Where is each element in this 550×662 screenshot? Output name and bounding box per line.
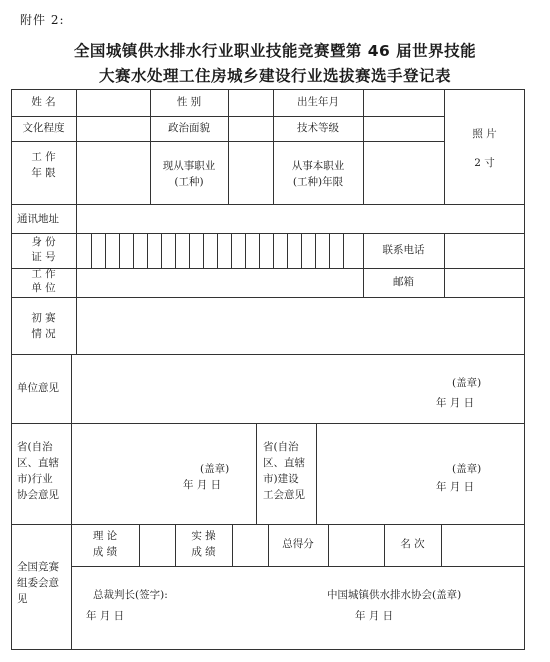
rank-field[interactable] xyxy=(442,525,524,566)
form-title-line-2: 大赛水处理工住房城乡建设行业选拔赛选手登记表 xyxy=(98,67,451,85)
label-education: 文化程度 xyxy=(22,122,65,134)
label-name: 姓 名 xyxy=(31,96,56,108)
label-id-1: 身 份 xyxy=(31,236,56,248)
chief-judge-signature: 总裁判长(签字): xyxy=(93,589,168,601)
label-national-2: 组委会意 xyxy=(17,577,59,589)
label-postcode: 邮箱 xyxy=(393,276,414,288)
id-digit-divider xyxy=(245,233,246,268)
line-first-round-bottom xyxy=(11,354,525,355)
label-first-round-2: 情 况 xyxy=(31,328,56,340)
attachment-label: 附件 2: xyxy=(20,13,65,27)
first-round-field[interactable] xyxy=(77,298,524,354)
provincial-construction-date: 年 月 日 xyxy=(436,481,475,493)
practice-score-field[interactable] xyxy=(233,525,268,566)
unit-opinion-seal: (盖章) xyxy=(452,377,482,389)
education-field[interactable] xyxy=(77,117,149,141)
label-phone: 联系电话 xyxy=(382,244,425,256)
label-birth: 出生年月 xyxy=(297,96,339,108)
line-scores-bottom xyxy=(71,566,525,567)
id-digit-divider xyxy=(105,233,106,268)
address-field[interactable] xyxy=(77,205,524,233)
label-job-years-2: (工种)年限 xyxy=(292,176,344,188)
label-current-job-1: 现从事职业 xyxy=(162,160,216,172)
total-score-field[interactable] xyxy=(329,525,384,566)
line-provincial-split xyxy=(256,423,257,524)
id-digit-divider xyxy=(161,233,162,268)
work-unit-field[interactable] xyxy=(77,269,362,297)
line-unit-opinion-bottom xyxy=(11,423,525,424)
label-rank: 名 次 xyxy=(400,538,425,550)
label-unit-opinion: 单位意见 xyxy=(17,382,59,394)
phone-field[interactable] xyxy=(445,234,524,268)
line-col-photo xyxy=(444,89,445,204)
id-digit-divider xyxy=(343,233,344,268)
label-national-1: 全国竞赛 xyxy=(17,561,59,573)
chief-judge-date: 年 月 日 xyxy=(86,610,125,622)
line-provincial-label2 xyxy=(316,423,317,524)
label-provincial-industry-2: 区、直辖 xyxy=(17,457,59,469)
line-opinion-label-col xyxy=(71,354,72,650)
label-job-years-1: 从事本职业 xyxy=(291,160,345,172)
label-theory-1: 理 论 xyxy=(92,530,118,542)
id-digit-divider xyxy=(287,233,288,268)
id-digit-divider xyxy=(301,233,302,268)
name-field[interactable] xyxy=(77,90,149,116)
photo-label: 照 片 xyxy=(472,128,497,140)
form-title-line-1: 全国城镇供水排水行业职业技能竞赛暨第 46 届世界技能 xyxy=(73,42,477,60)
label-provincial-construction-2: 区、直辖 xyxy=(263,457,305,469)
id-digit-divider xyxy=(119,233,120,268)
photo-size: 2 寸 xyxy=(474,157,495,169)
id-digit-divider xyxy=(217,233,218,268)
label-provincial-industry-1: 省(自治 xyxy=(17,441,53,453)
label-id-2: 证 号 xyxy=(31,251,56,263)
label-provincial-industry-4: 协会意见 xyxy=(17,489,59,501)
label-work-unit-2: 单 位 xyxy=(31,282,56,294)
id-digit-divider xyxy=(147,233,148,268)
id-digit-divider xyxy=(189,233,190,268)
label-tech-level: 技术等级 xyxy=(297,122,339,134)
id-digit-divider xyxy=(329,233,330,268)
label-provincial-construction-1: 省(自治 xyxy=(263,441,299,453)
label-address: 通讯地址 xyxy=(17,213,59,225)
association-seal: 中国城镇供水排水协会(盖章) xyxy=(327,589,462,601)
label-total: 总得分 xyxy=(282,538,314,550)
label-work-years-2: 年 限 xyxy=(31,167,56,179)
id-digit-divider xyxy=(259,233,260,268)
provincial-industry-seal: (盖章) xyxy=(200,463,230,475)
id-digit-divider xyxy=(91,233,92,268)
gender-field[interactable] xyxy=(229,90,272,116)
postcode-field[interactable] xyxy=(445,269,524,297)
id-digit-divider xyxy=(133,233,134,268)
label-provincial-industry-3: 市)行业 xyxy=(17,473,53,485)
label-political: 政治面貌 xyxy=(168,122,210,134)
label-current-job-2: (工种) xyxy=(174,176,204,188)
id-digit-divider xyxy=(273,233,274,268)
id-digit-divider xyxy=(231,233,232,268)
label-provincial-construction-3: 市)建设 xyxy=(263,473,299,485)
label-work-years-1: 工 作 xyxy=(31,151,56,163)
label-first-round-1: 初 赛 xyxy=(31,312,56,324)
theory-score-field[interactable] xyxy=(140,525,175,566)
birth-field[interactable] xyxy=(364,90,443,116)
label-practice-2: 成 绩 xyxy=(191,546,216,558)
provincial-industry-date: 年 月 日 xyxy=(183,479,222,491)
id-digit-divider xyxy=(175,233,176,268)
provincial-construction-seal: (盖章) xyxy=(452,463,482,475)
id-digit-divider xyxy=(203,233,204,268)
tech-level-field[interactable] xyxy=(364,117,443,141)
label-gender: 性 别 xyxy=(176,96,202,108)
label-national-3: 见 xyxy=(17,593,28,605)
label-provincial-construction-4: 工会意见 xyxy=(263,489,305,501)
id-digit-divider xyxy=(315,233,316,268)
label-theory-2: 成 绩 xyxy=(92,546,118,558)
unit-opinion-date: 年 月 日 xyxy=(436,397,475,409)
label-practice-1: 实 操 xyxy=(191,530,216,542)
association-date: 年 月 日 xyxy=(355,610,394,622)
label-work-unit-1: 工 作 xyxy=(31,268,56,280)
political-field[interactable] xyxy=(229,117,272,141)
